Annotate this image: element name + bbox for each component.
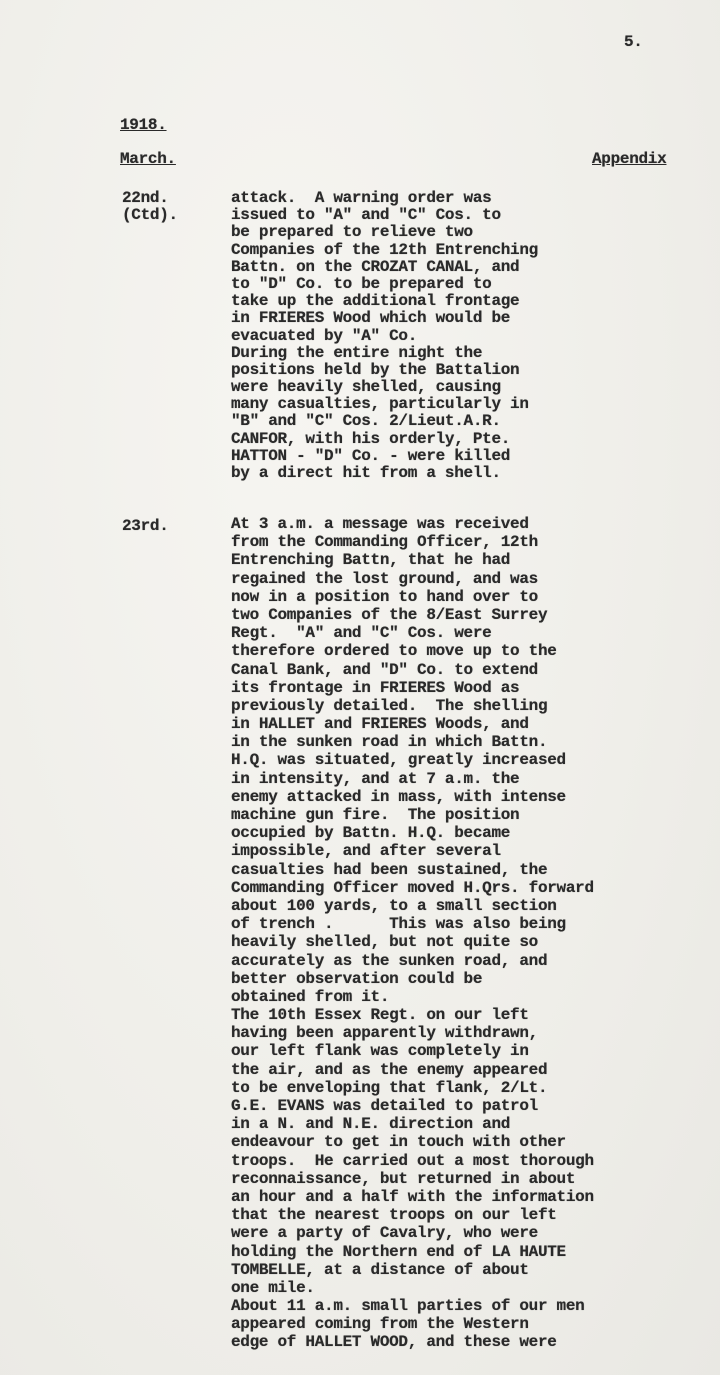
text-line: an hour and a half with the information [231,1187,594,1206]
text-line: Battn. on the CROZAT CANAL, and [231,257,520,276]
entry-text [231,515,594,1352]
text-line: endeavour to get in touch with other [231,1133,566,1152]
text-line: About 11 a.m. small parties of our men [231,1297,585,1316]
text-line: H.Q. was situated, greatly increased [231,751,566,770]
text-line: appeared coming from the Western [231,1315,529,1334]
text-line: previously detailed. The shelling [231,696,548,715]
text-line: machine gun fire. The position [231,806,520,824]
text-line: the air, and as the enemy appeared [231,1060,548,1079]
text-line: G.E. EVANS was detailed to patrol [231,1097,538,1115]
text-line: Companies of the 12th Entrenching [231,240,538,259]
month-heading: March. [120,150,176,168]
text-line: holding the Northern end of LA HAUTE [231,1242,566,1261]
text-line: now in a position to hand over to [231,587,538,606]
text-line: edge of HALLET WOOD, and these were [231,1333,557,1352]
appendix-heading: Appendix [592,150,667,168]
text-line: occupied by Battn. H.Q. became [231,824,511,843]
text-line: in the sunken road in which Battn. [231,733,548,752]
text-line: better observation could be [231,969,483,988]
text-line: issued to "A" and "C" Cos. to [231,206,501,225]
text-line: were heavily shelled, causing [231,378,501,397]
text-line: by a direct hit from a shell. [231,464,501,482]
text-line: obtained from it. [231,987,390,1006]
text-line: Entrenching Battn, that he had [231,551,511,570]
text-line: positions held by the Battalion [231,360,520,379]
text-line: "B" and "C" Cos. 2/Lieut.A.R. [231,412,501,431]
text-line: Canal Bank, and "D" Co. to extend [231,660,538,679]
text-line: HATTON - "D" Co. - were killed [231,446,511,465]
text-line: reconnaissance, but returned in about [231,1169,576,1188]
text-line: from the Commanding Officer, 12th [231,533,538,552]
text-line: therefore ordered to move up to the [231,642,557,661]
text-line: At 3 a.m. a message was received [231,515,529,533]
entry-date: 23rd. [122,517,169,535]
text-line: to be enveloping that flank, 2/Lt. [231,1078,548,1097]
text-line: CANFOR, with his orderly, Pte. [231,429,511,448]
text-line: casualties had been sustained, the [231,860,548,879]
entry-text [231,190,538,482]
text-line: to "D" Co. to be prepared to [231,274,492,293]
text-line: were a party of Cavalry, who were [231,1224,538,1243]
year-heading: 1918. [120,116,167,134]
text-line: regained the lost ground, and was [231,569,538,588]
text-line: attack. A warning order was [231,189,492,207]
text-line: troops. He carried out a most thorough [231,1151,594,1170]
text-line: Commanding Officer moved H.Qrs. forward [231,878,594,897]
text-line: having been apparently withdrawn, [231,1024,538,1043]
text-line: heavily shelled, but not quite so [231,933,538,952]
text-line: that the nearest troops on our left [231,1206,557,1225]
text-line: in intensity, and at 7 a.m. the [231,769,520,788]
text-line: many casualties, particularly in [231,395,529,414]
text-line: The 10th Essex Regt. on our left [231,1006,529,1025]
text-line: in a N. and N.E. direction and [231,1115,511,1134]
text-line: During the entire night the [231,343,483,362]
text-line: its frontage in FRIERES Wood as [231,678,520,697]
text-line: in HALLET and FRIERES Woods, and [231,715,529,734]
text-line: enemy attacked in mass, with intense [231,787,566,806]
text-line: accurately as the sunken road, and [231,951,548,970]
entry-date: 22nd. (Ctd). [122,189,178,224]
text-line: be prepared to relieve two [231,223,473,242]
text-line: one mile. [231,1278,315,1297]
text-line: TOMBELLE, at a distance of about [231,1260,529,1279]
text-line: of trench . This was also being [231,915,566,934]
page-number: 5. [624,33,643,51]
text-line: about 100 yards, to a small section [231,896,557,915]
text-line: impossible, and after several [231,842,501,861]
text-line: Regt. "A" and "C" Cos. were [231,624,492,643]
text-line: two Companies of the 8/East Surrey [231,605,548,624]
text-line: take up the additional frontage [231,292,520,311]
text-line: our left flank was completely in [231,1042,529,1061]
text-line: in FRIERES Wood which would be [231,309,511,328]
text-line: evacuated by "A" Co. [231,326,418,345]
